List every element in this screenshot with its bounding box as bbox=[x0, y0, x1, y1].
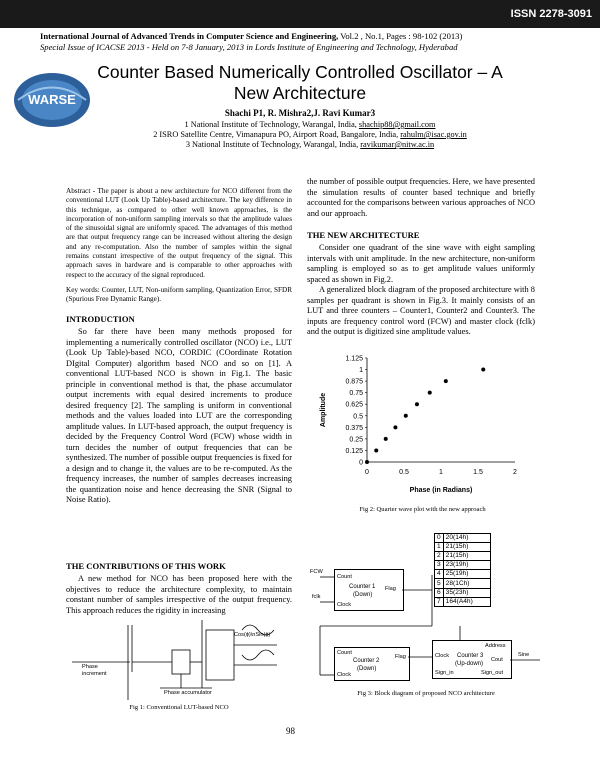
counter-3-block bbox=[432, 640, 512, 679]
lut-value-cell: 28(1Ch) bbox=[443, 579, 490, 588]
y-tick-label: 1.125 bbox=[345, 355, 363, 363]
scatter-plot bbox=[315, 350, 530, 500]
x-tick-label: 1 bbox=[439, 469, 443, 476]
counter3-sign-out-port: Sign_out bbox=[481, 670, 504, 676]
svg-text:WARSE: WARSE bbox=[28, 92, 76, 107]
contrib-text-cont: the number of possible output frequencies. Here, we have presented the simulation results of counter based technique and briefly accounted for the comparisons between various approaches of NCO and our approach. bbox=[307, 177, 535, 218]
email-link-1[interactable]: shachip88@gmail.com bbox=[358, 120, 436, 129]
counter3-cout-port: Cout bbox=[491, 657, 503, 663]
y-tick-label: 0.5 bbox=[353, 413, 363, 421]
contrib-text: A new method for NCO has been proposed here with the objectives to reduce the architecture complexity, to maintain constant number of samples irrespective of the output frequency. This approach reduces the rigidity in increasing bbox=[66, 574, 292, 615]
x-axis-label: Phase (in Radians) bbox=[409, 487, 473, 494]
y-tick-label: 0.625 bbox=[345, 401, 363, 409]
authors: Shachi P1, R. Mishra2,J. Ravi Kumar3 bbox=[224, 108, 376, 118]
counter1-label: Counter 1 bbox=[349, 584, 376, 590]
contrib-heading: THE CONTRIBUTIONS OF THIS WORK bbox=[66, 561, 226, 571]
counter3-label: Counter 3 bbox=[457, 653, 484, 659]
email-link-3[interactable]: ravikumar@nitw.ac.in bbox=[360, 140, 435, 149]
x-tick-label: 0 bbox=[365, 469, 369, 476]
fig1-caption: Fig 1: Conventional LUT-based NCO bbox=[129, 704, 229, 711]
counter1-count-port: Count bbox=[337, 574, 352, 580]
lut-value-cell: 23(19h) bbox=[443, 561, 490, 570]
x-tick-label: 1.5 bbox=[473, 469, 483, 476]
lut-value-cell: 164(A4h) bbox=[443, 597, 490, 606]
fclk-label: fclk bbox=[312, 594, 321, 600]
data-point bbox=[404, 414, 408, 418]
data-point bbox=[481, 368, 485, 372]
fig1-lut-label: Cos(ɸ)\nSin(ɸ) bbox=[234, 632, 271, 638]
counter3-address-port: Address bbox=[485, 643, 506, 649]
y-tick-label: 0.375 bbox=[345, 424, 363, 432]
journal-line bbox=[40, 31, 580, 42]
counter3-sub: (Up-down) bbox=[455, 661, 484, 667]
affiliation-3-text: 3 National Institute of Technology, Warangal, India, bbox=[185, 140, 361, 149]
arch-heading: THE NEW ARCHITECTURE bbox=[307, 230, 420, 240]
issn: ISSN 2278-3091 bbox=[510, 8, 592, 20]
y-tick-label: 1 bbox=[359, 367, 363, 375]
counter-2-block bbox=[334, 647, 410, 681]
affiliation-1 bbox=[100, 120, 520, 131]
figure-1 bbox=[72, 610, 292, 702]
counter3-sign-in-port: Sign_in bbox=[435, 670, 454, 676]
keywords: Key words: Counter, LUT, Non-uniform sampling, Quantization Error, SFDR (Spurious Free Dynamic Range). bbox=[66, 286, 292, 304]
y-axis-label: Amplitude bbox=[320, 392, 327, 428]
lut-address-cell: 5 bbox=[435, 579, 444, 588]
lut-value-cell: 21(15h) bbox=[443, 552, 490, 561]
lut-address-cell: 3 bbox=[435, 561, 444, 570]
counter2-clock-port: Clock bbox=[337, 672, 351, 678]
figure-2-chart bbox=[315, 350, 530, 500]
data-point bbox=[384, 437, 388, 441]
fcw-label: FCW bbox=[310, 569, 323, 575]
counter3-clock-port: Clock bbox=[435, 653, 449, 659]
lut-address-cell: 6 bbox=[435, 588, 444, 597]
affiliation-2 bbox=[100, 130, 520, 141]
lut-row bbox=[435, 552, 491, 561]
x-tick-label: 0.5 bbox=[399, 469, 409, 476]
y-tick-label: 0.875 bbox=[345, 378, 363, 386]
data-point bbox=[415, 402, 419, 406]
fig1-increment-label: increment bbox=[82, 671, 107, 677]
counter1-sub: (Down) bbox=[353, 592, 373, 598]
lut-row bbox=[435, 534, 491, 543]
counter2-count-port: Count bbox=[337, 650, 352, 656]
lut-value-cell: 21(15h) bbox=[443, 543, 490, 552]
counter2-flag-port: Flag bbox=[395, 654, 406, 660]
x-tick-label: 2 bbox=[513, 469, 517, 476]
counter-1-block bbox=[334, 569, 404, 611]
email-link-2[interactable]: rahulm@isac.gov.in bbox=[400, 130, 467, 139]
lut-address-cell: 4 bbox=[435, 570, 444, 579]
lut-address-cell: 1 bbox=[435, 543, 444, 552]
data-point bbox=[444, 379, 448, 383]
counter2-sub: (Down) bbox=[357, 666, 377, 672]
lut-value-cell: 25(19h) bbox=[443, 570, 490, 579]
paper-title: Counter Based Numerically Controlled Oscillator – A New Architecture bbox=[97, 62, 503, 103]
fig2-caption: Fig 2: Quarter wave plot with the new approach bbox=[359, 506, 486, 513]
lut-address-cell: 2 bbox=[435, 552, 444, 561]
y-tick-label: 0.75 bbox=[349, 390, 363, 398]
special-issue: Special Issue of ICACSE 2013 - Held on 7-8 January, 2013 in Lords Institute of Engineering and Technology, Hyderabad bbox=[40, 42, 458, 52]
y-tick-label: 0.125 bbox=[345, 447, 363, 455]
affiliation-3 bbox=[100, 140, 520, 151]
page-number: 98 bbox=[286, 726, 295, 736]
arch-text-2: A generalized block diagram of the proposed architecture with 8 samples per quadrant is shown in Fig.3. It mainly consists of an LUT and three counters – Counter1, Counter2 and Counter3. The inputs are frequency control word (FCW) and master clock (fclk) and the output is digitized sine amplitude values. bbox=[307, 285, 535, 336]
journal-name: International Journal of Advanced Trends in Computer Science and Engineering, bbox=[40, 31, 339, 41]
lut-row bbox=[435, 543, 491, 552]
fig1-phase-label: Phase bbox=[82, 664, 98, 670]
lut-value-cell: 35(23h) bbox=[443, 588, 490, 597]
figure-3-block-diagram bbox=[310, 565, 542, 685]
sine-output-label: Sine bbox=[518, 652, 530, 658]
intro-heading: INTRODUCTION bbox=[66, 314, 135, 324]
data-point bbox=[393, 425, 397, 429]
lut-value-cell: 20(14h) bbox=[443, 534, 490, 543]
data-point bbox=[428, 391, 432, 395]
counter2-label: Counter 2 bbox=[353, 658, 380, 664]
lut-address-cell: 0 bbox=[435, 534, 444, 543]
journal-info: Vol.2 , No.1, Pages : 98-102 (2013) bbox=[338, 31, 463, 41]
counter1-flag-port: Flag bbox=[385, 586, 396, 592]
fig3-caption: Fig 3: Block diagram of proposed NCO architecture bbox=[357, 690, 495, 697]
fig1-accum-label: Phase accumulator bbox=[164, 690, 212, 696]
data-point bbox=[365, 460, 369, 464]
lut-address-cell: 7 bbox=[435, 597, 444, 606]
y-tick-label: 0 bbox=[359, 459, 363, 467]
counter1-clock-port: Clock bbox=[337, 602, 351, 608]
arch-text-1: Consider one quadrant of the sine wave with eight sampling intervals with unit amplitude. In the new architecture, non-uniform sampling is employed so as to get amplitude values uniformly spaced as shown in Fig.2. bbox=[307, 243, 535, 284]
data-point bbox=[374, 448, 378, 452]
intro-text: So far there have been many methods proposed for implementing a numerically controlled oscillator (NCO) i.e., LUT (Look Up Table)-based NCO, CORDIC (COordinate Rotation DIgital Computer) algorithm based NCO and so on [1]. A conventional LUT-based NCO is shown in Fig.1. The basic principle in conventional method is that, the phase accumulator output increments with equal desired increments to produce desired frequency [2]. The sampling is uniform in conventional methods and the values loaded into LUT are the corresponding amplitude values. In LUT-based approach, the output frequency is decided by the Frequency Control Word (FCW) whose width in turn decides the number of output frequencies that can be synthesized. The number of possible output frequencies is fixed for a design and to change it, the values are to be re-computed. As the frequency increases, the number of samples decreases increasing the quantization noise and hence decreasing the SNR (Signal to Noise Ratio). bbox=[66, 327, 292, 504]
affiliation-2-text: 2 ISRO Satellite Centre, Vimanapura PO, Airport Road, Bangalore, India, bbox=[153, 130, 401, 139]
affiliation-1-text: 1 National Institute of Technology, Warangal, India, bbox=[184, 120, 359, 129]
abstract: Abstract - The paper is about a new architecture for NCO different from the conventional LUT (Look Up Table)-based architecture. The key difference in this technique, as compared to other well known approaches, is the incorporation of non-uniform sampling intervals so that the amplitude values of the sinusoidal signal are uniformly spaced. The advantages of this method are that output frequency range can be increased without altering the design and any re-computation. Also the number of samples within the signal remains constant irrespective of the output frequency of the signal. This approach saves in hardware and is comparable to other approaches with respect to the accuracy of the signal reproduced. bbox=[66, 187, 292, 279]
y-tick-label: 0.25 bbox=[349, 436, 363, 444]
